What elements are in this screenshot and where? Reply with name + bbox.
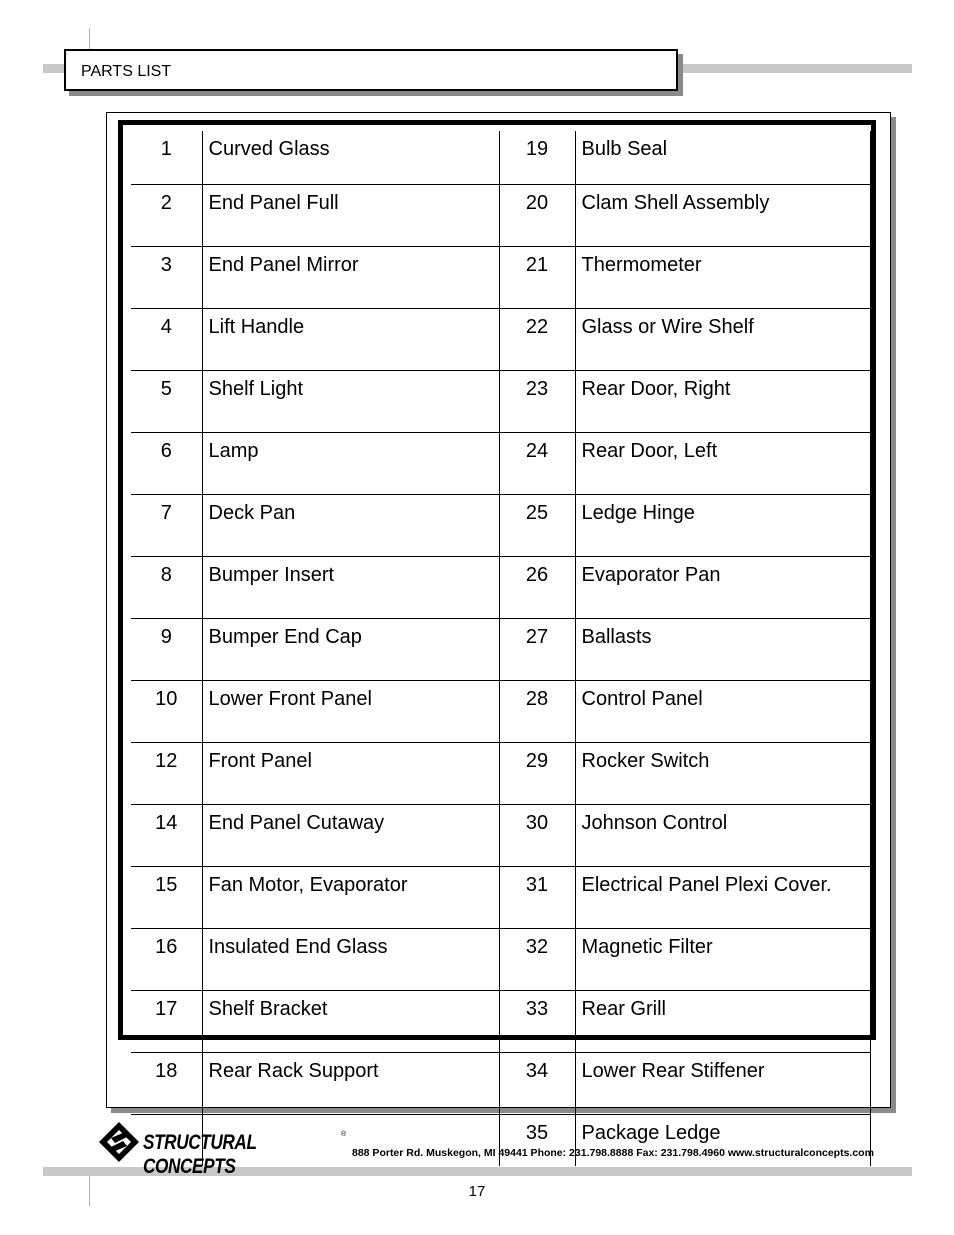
part-number-right: 34: [499, 1053, 575, 1115]
part-number-right: 33: [499, 991, 575, 1053]
part-name-left: Bumper Insert: [202, 557, 499, 619]
part-name-right: Rear Door, Left: [575, 433, 870, 495]
part-number-right: 28: [499, 681, 575, 743]
page-title: PARTS LIST: [81, 63, 172, 80]
company-name: STRUCTURAL CONCEPTS: [143, 1131, 257, 1178]
part-number-left: 18: [131, 1053, 202, 1115]
structural-concepts-logo-icon: [98, 1121, 140, 1163]
registered-mark: ®: [341, 1131, 347, 1138]
table-row: [131, 247, 870, 309]
part-name-left: Fan Motor, Evaporator: [202, 867, 499, 929]
part-name-right: Rear Grill: [575, 991, 870, 1053]
part-name-left: Shelf Bracket: [202, 991, 499, 1053]
part-number-left: 16: [131, 929, 202, 991]
part-number-right: 19: [499, 131, 575, 185]
header-box: [64, 49, 678, 91]
part-number-right: 22: [499, 309, 575, 371]
part-name-right: Thermometer: [575, 247, 870, 309]
table-row: [131, 433, 870, 495]
part-number-right: 30: [499, 805, 575, 867]
part-number-right: 26: [499, 557, 575, 619]
part-name-right: Rocker Switch: [575, 743, 870, 805]
part-number-right: 31: [499, 867, 575, 929]
part-name-right: Control Panel: [575, 681, 870, 743]
part-name-left: End Panel Mirror: [202, 247, 499, 309]
part-number-right: 27: [499, 619, 575, 681]
part-number-left: 8: [131, 557, 202, 619]
table-row: [131, 309, 870, 371]
part-number-left: 15: [131, 867, 202, 929]
table-row: [131, 371, 870, 433]
part-number-right: 24: [499, 433, 575, 495]
part-name-right: Electrical Panel Plexi Cover.: [575, 867, 870, 929]
part-name-right: Evaporator Pan: [575, 557, 870, 619]
part-name-left: Curved Glass: [202, 131, 499, 185]
part-name-right: Glass or Wire Shelf: [575, 309, 870, 371]
part-number-right: 21: [499, 247, 575, 309]
table-row: [131, 131, 870, 185]
part-number-left: 7: [131, 495, 202, 557]
table-row: [131, 557, 870, 619]
part-number-left: 14: [131, 805, 202, 867]
part-number-right: 29: [499, 743, 575, 805]
part-number-left: 12: [131, 743, 202, 805]
table-row: [131, 991, 870, 1053]
part-number-left: 4: [131, 309, 202, 371]
part-number-left: 1: [131, 131, 202, 185]
part-name-right: Package Ledge: [575, 1115, 870, 1167]
page-number: 17: [468, 1183, 486, 1200]
part-name-right: Bulb Seal: [575, 131, 870, 185]
part-name-left: Deck Pan: [202, 495, 499, 557]
part-name-left: End Panel Full: [202, 185, 499, 247]
part-name-left: Lamp: [202, 433, 499, 495]
part-number-left: 10: [131, 681, 202, 743]
header-gray-bar-left: [43, 64, 65, 73]
part-name-left: End Panel Cutaway: [202, 805, 499, 867]
part-name-right: Magnetic Filter: [575, 929, 870, 991]
table-row: [131, 929, 870, 991]
part-name-left: Insulated End Glass: [202, 929, 499, 991]
part-name-left: Front Panel: [202, 743, 499, 805]
part-number-left: 9: [131, 619, 202, 681]
table-row: [131, 743, 870, 805]
table-row: [131, 495, 870, 557]
part-name-left: Bumper End Cap: [202, 619, 499, 681]
part-name-right: Ballasts: [575, 619, 870, 681]
part-name-left: Shelf Light: [202, 371, 499, 433]
table-row: [131, 185, 870, 247]
parts-table-frame: [118, 120, 876, 1144]
part-number-right: 25: [499, 495, 575, 557]
parts-table: [131, 131, 871, 1166]
contact-info: 888 Porter Rd. Muskegon, MI 49441 Phone: 231.798.8888 Fax: 231.798.4960 www.structuralconcepts.com: [352, 1147, 874, 1159]
part-name-left: Lower Front Panel: [202, 681, 499, 743]
part-name-right: Johnson Control: [575, 805, 870, 867]
table-row: [131, 867, 870, 929]
part-number-left: 6: [131, 433, 202, 495]
part-name-right: Rear Door, Right: [575, 371, 870, 433]
part-name-right: Clam Shell Assembly: [575, 185, 870, 247]
part-number-right: 32: [499, 929, 575, 991]
table-row: [131, 805, 870, 867]
table-row: [131, 1053, 870, 1115]
part-number-left: 17: [131, 991, 202, 1053]
part-number-left: 3: [131, 247, 202, 309]
part-number-left: 2: [131, 185, 202, 247]
margin-line-top: [89, 28, 90, 50]
header-gray-bar-right: [681, 64, 912, 73]
company-logo: [98, 1121, 348, 1178]
table-row: [131, 619, 870, 681]
part-number-right: 35: [499, 1115, 575, 1167]
part-number-left: 5: [131, 371, 202, 433]
part-number-right: 23: [499, 371, 575, 433]
table-row: [131, 681, 870, 743]
part-name-left: Rear Rack Support: [202, 1053, 499, 1115]
part-name-right: Ledge Hinge: [575, 495, 870, 557]
part-name-left: Lift Handle: [202, 309, 499, 371]
part-name-right: Lower Rear Stiffener: [575, 1053, 870, 1115]
part-number-right: 20: [499, 185, 575, 247]
